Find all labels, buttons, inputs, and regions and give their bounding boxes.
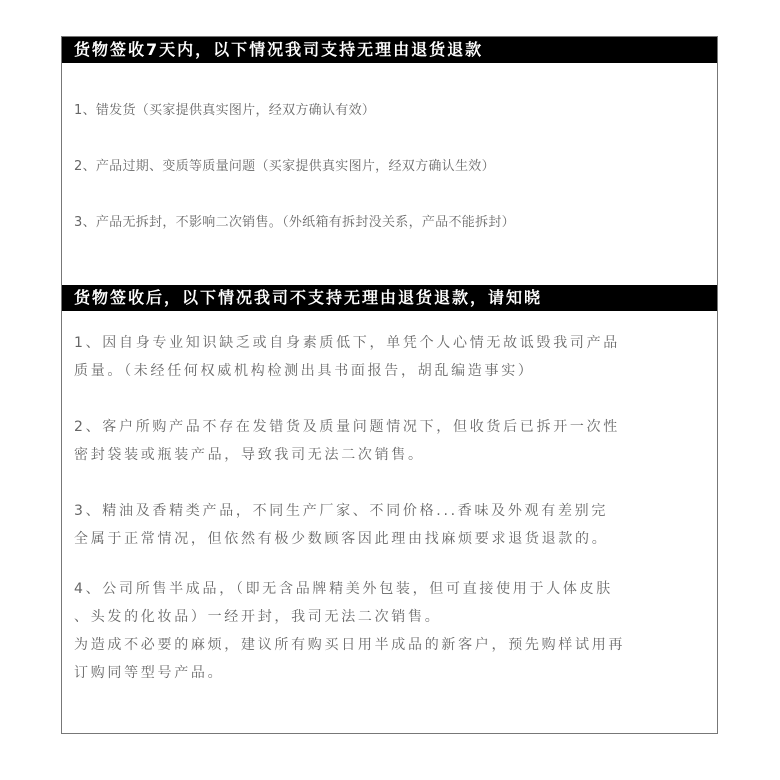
item-line: 为造成不必要的麻烦，建议所有购买日用半成品的新客户，预先购样试用再	[74, 637, 626, 653]
item-line: 订购同等型号产品。	[74, 665, 225, 681]
not-supported-item-1	[74, 329, 709, 385]
item-line: 密封袋装或瓶装产品，导致我司无法二次销售。	[74, 447, 425, 463]
item-line: 4、公司所售半成品，（即无含品牌精美外包装，但可直接使用于人体皮肤	[74, 581, 614, 597]
item-line: 、头发的化妆品）一经开封，我司无法二次销售。	[74, 609, 442, 625]
item-line: 质量。（未经任何权威机构检测出具书面报告，胡乱编造事实）	[74, 363, 535, 379]
item-line: 全属于正常情况，但依然有极少数顾客因此理由找麻烦要求退货退款的。	[74, 531, 609, 547]
supported-item-2: 2、产品过期、变质等质量问题（买家提供真实图片，经双方确认生效）	[74, 159, 495, 174]
section-header-returns-not-supported: 货物签收后，以下情况我司不支持无理由退货退款，请知晓	[62, 285, 717, 311]
section-header-returns-supported: 货物签收7天内，以下情况我司支持无理由退货退款	[62, 37, 717, 63]
item-line: 1、因自身专业知识缺乏或自身素质低下，单凭个人心情无故诋毁我司产品	[74, 335, 621, 351]
item-line: 3、精油及香精类产品，不同生产厂家、不同价格...香味及外观有差别完	[74, 503, 609, 519]
item-line: 2、客户所购产品不存在发错货及质量问题情况下，但收货后已拆开一次性	[74, 419, 621, 435]
not-supported-item-2	[74, 413, 709, 469]
supported-item-1: 1、错发货（买家提供真实图片，经双方确认有效）	[74, 103, 376, 118]
not-supported-item-3	[74, 497, 709, 553]
not-supported-item-4	[74, 575, 709, 687]
supported-item-3: 3、产品无拆封，不影响二次销售。（外纸箱有拆封没关系，产品不能拆封）	[74, 215, 515, 230]
return-policy-panel	[61, 36, 718, 734]
